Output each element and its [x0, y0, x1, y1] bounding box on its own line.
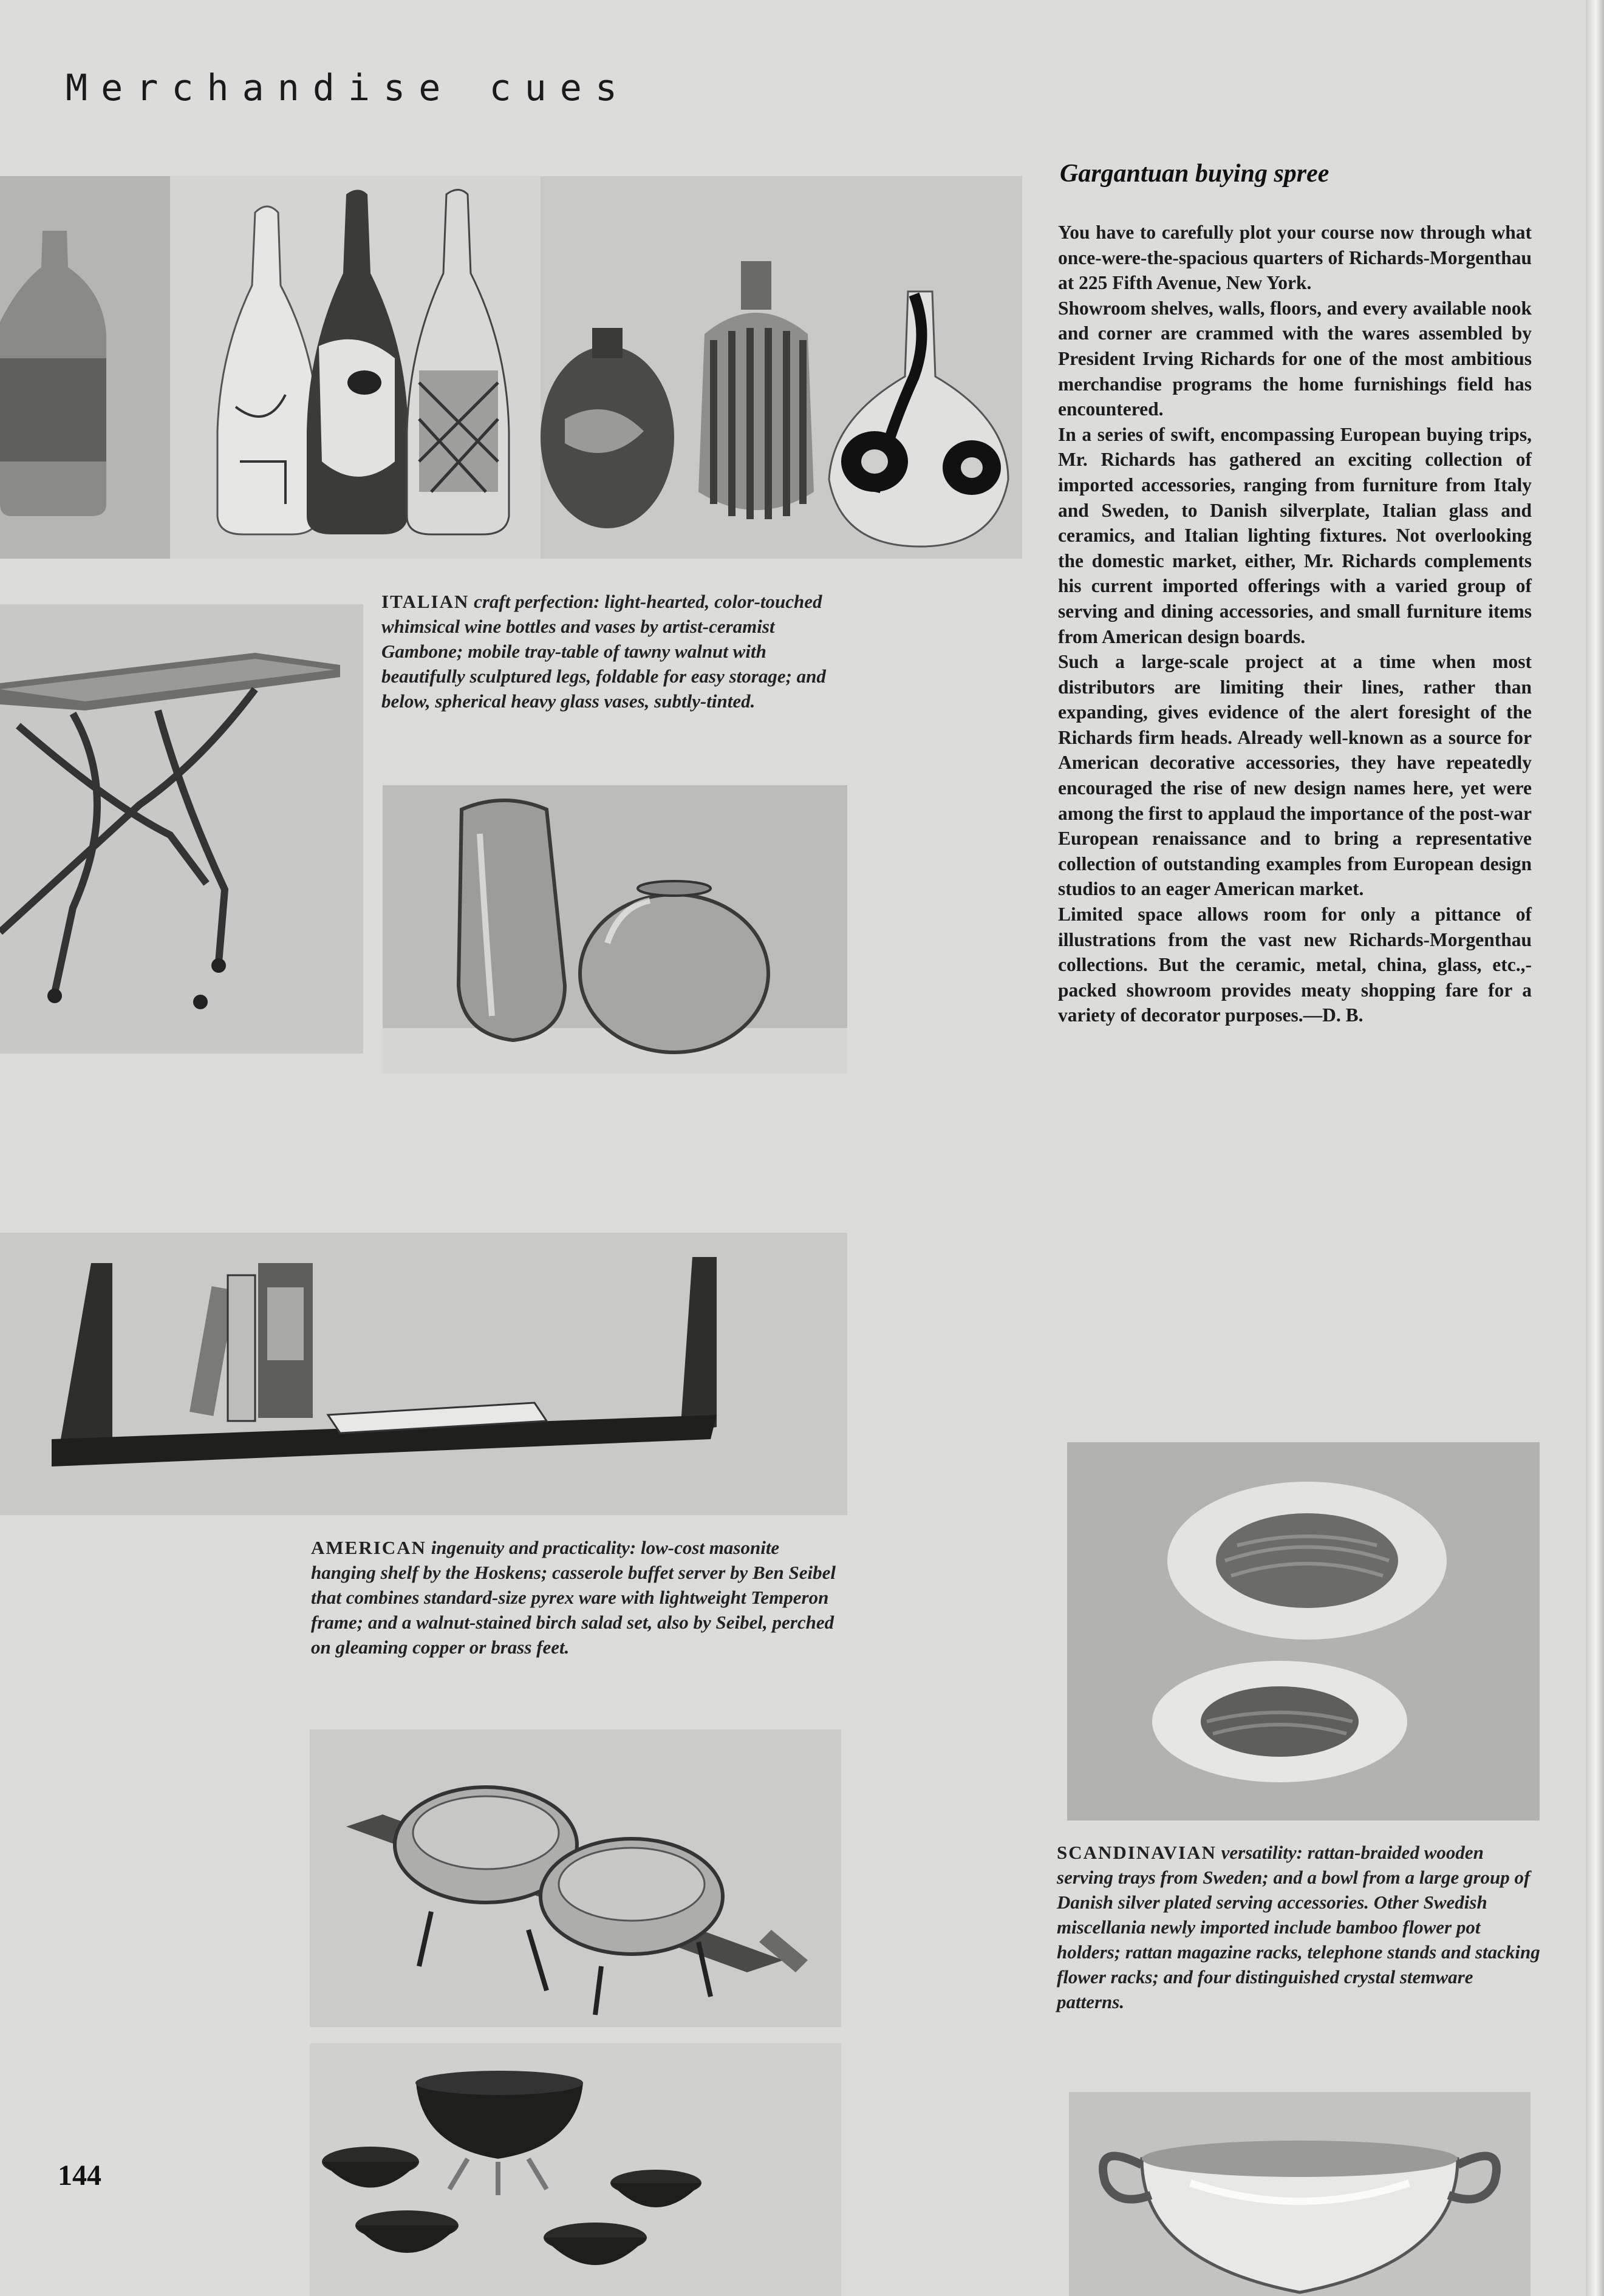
caption-scandinavian [1057, 1840, 1543, 2014]
article-body [1058, 220, 1532, 1028]
caption-scandinavian-lead: SCANDINAVIAN [1057, 1842, 1217, 1863]
page-number: 144 [58, 2159, 101, 2192]
photo-salad-set [310, 2043, 841, 2296]
article-paragraph: Such a large-scale project at a time when most distributors are limiting their lines, rather than expanding, gives evidence of the alert foresight of the Richards firm heads. Already well-known as a source for American decorative accessories, they have repeatedly encouraged the rise of new design names here, yet were among the first to applaud the importance of the post-war European renaissance and to bring a representative collection of outstanding examples from European design studios to an eager American market. [1058, 651, 1532, 900]
photo-silver-bowl [1069, 2092, 1531, 2296]
article-heading: Gargantuan buying spree [1060, 160, 1329, 188]
caption-italian-lead: ITALIAN [381, 591, 469, 612]
caption-italian-text: craft perfection: light-hearted, color-touched whimsical wine bottles and vases by artist-ceramist Gambone; mobile tray-table of tawny walnut with beautifully sculptured legs, foldable for easy storage; and below, spherical heavy glass vases, subtly-tinted. [381, 591, 826, 712]
section-masthead: Merchandise cues [66, 67, 630, 109]
silver-bowl-illustration [1069, 2092, 1531, 2296]
article-paragraph: Limited space allows room for only a pittance of illustrations from the vast new Richards-Morgenthau collections. But the ceramic, metal, china, glass, etc.,-packed showroom provides meaty shopping fare for a variety of decorator purposes.—D. B. [1058, 904, 1532, 1026]
salad-set-illustration [310, 2043, 841, 2296]
photo-casserole-server [310, 1729, 841, 2027]
rattan-trays-illustration [1067, 1442, 1540, 1821]
photo-ceramic-bottles [0, 176, 1022, 559]
caption-american [311, 1535, 845, 1660]
article-paragraph: You have to carefully plot your course now through what once-were-the-spacious quarters of Richards-Morgenthau at 225 Fifth Avenue, New York. [1058, 222, 1532, 294]
photo-glass-vases [383, 785, 847, 1074]
caption-american-lead: AMERICAN [311, 1537, 426, 1558]
tray-table-illustration [0, 604, 363, 1054]
hanging-shelf-illustration [0, 1233, 847, 1515]
caption-american-text: ingenuity and practicality: low-cost masonite hanging shelf by the Hoskens; casserole buffet server by Ben Seibel that combines standard-size pyrex ware with lightweight Temperon frame; and a walnut-stained birch salad set, also by Seibel, perched on gleaming copper or brass feet. [311, 1537, 836, 1658]
photo-hanging-shelf [0, 1233, 847, 1515]
caption-italian [381, 589, 843, 714]
photo-rattan-trays [1067, 1442, 1540, 1821]
ceramic-bottles-illustration [0, 176, 1022, 559]
caption-scandinavian-text: versatility: rattan-braided wooden serving trays from Sweden; and a bowl from a large group of Danish silver plated serving accessories. Other Swedish miscellania newly imported include bamboo flower pot holders; rattan magazine racks, telephone stands and stacking flower racks; and four distinguished crystal stemware patterns. [1057, 1842, 1540, 2012]
glass-vases-illustration [383, 785, 847, 1074]
casserole-server-illustration [310, 1729, 841, 2027]
photo-tray-table [0, 604, 363, 1054]
page-spine [1586, 0, 1604, 2296]
article-paragraph: In a series of swift, encompassing European buying trips, Mr. Richards has gathered an exciting collection of imported accessories, ranging from furniture from Italy and Sweden, to Danish silverplate, Italian glass and ceramics, and Italian lighting fixtures. Not overlooking the domestic market, either, Mr. Richards complements his current imported offerings with a varied group of serving and dining accessories, and small furniture items from American design boards. [1058, 423, 1532, 647]
article-paragraph: Showroom shelves, walls, floors, and every available nook and corner are crammed with the wares assembled by President Irving Richards for one of the most ambitious merchandise programs the home furnishings field has encountered. [1058, 297, 1532, 420]
